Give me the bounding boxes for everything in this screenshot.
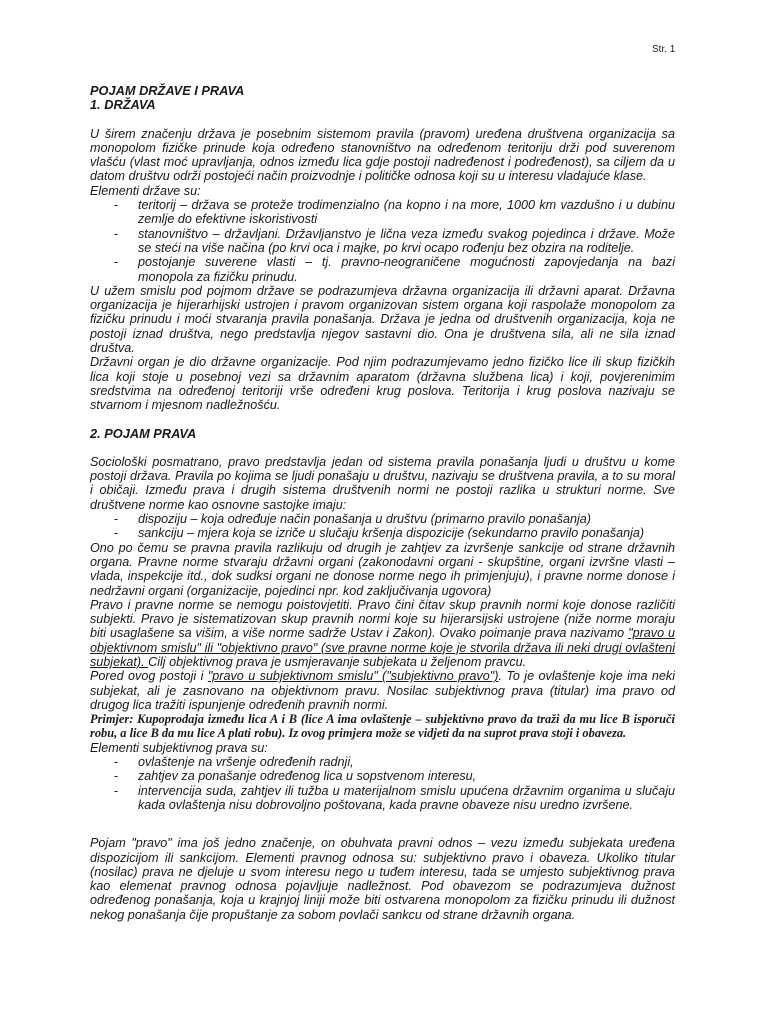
- list-item: - postojanje suverene vlasti – tj. pravno-neograničene mogućnosti zapovjedanja na bazi monopola za fizičku prinudu.: [114, 255, 675, 284]
- paragraph: [90, 669, 675, 712]
- section-heading-drzava: 1. DRŽAVA: [90, 97, 156, 113]
- list-item: - dispoziju – koja određuje način ponašanja u društvu (primarno pravilo ponašanja): [114, 512, 675, 526]
- page-number: Str. 1: [652, 44, 676, 55]
- subjective-right-elements-list: [90, 755, 675, 812]
- paragraph: Elementi države su:: [90, 183, 201, 198]
- list-item: - zahtjev za ponašanje određenog lica u sopstvenom interesu,: [114, 769, 675, 783]
- paragraph: Elementi subjektivnog prava su:: [90, 740, 268, 755]
- paragraph: Sociološki posmatrano, pravo predstavlja jedan od sistema pravila ponašanja ljudi u društvu u kome postoji država. Pravila po kojima se ljudi ponašaju u društvu, nazivaju se društvena pravila, a to su moral i običaji. Između prava i drugih sistema društvenih normi ne postoji razlika u strukturi norme. Sve društvene norme kao osnovne sastojke imaju:: [90, 454, 675, 512]
- document-title: POJAM DRŽAVE I PRAVA: [90, 83, 245, 98]
- text-run: Pored ovog postoji i: [90, 669, 208, 684]
- list-item: - ovlaštenje na vršenje određenih radnji,: [114, 755, 675, 769]
- list-item: - sankciju – mjera koja se izriče u slučaju kršenja dispozicije (sekundarno pravilo ponašanja): [114, 526, 675, 540]
- document-body: [90, 84, 675, 922]
- paragraph: Pojam "pravo" ima još jedno značenje, on obuhvata pravni odnos – vezu između subjekata uređena dispozicijom ili sankcijom. Elementi pravnog odnosa su: subjektivno pravo i obaveza. Ukoliko titular (nosilac) prava ne djeluje u svom interesu nego u tuđem interesu, tada se umjesto subjektivnog prava kao elemenat pravnog odnosa pojavljuje nadležnost. Pod obavezom se podrazumjeva dužnost određenog ponašanja, koja u krajnjoj liniji može biti ostvarena monopolom za fizičku prinudu ili dužnost nekog ponašanja čije propuštanje za sobom povlači sankcu od strane državnih organa.: [90, 836, 675, 922]
- paragraph: Ono po čemu se pravna pravila razlikuju od drugih je zahtjev za izvršenje sankcije od strane državnih organa. Pravne norme stvaraju državni organi (zakonodavni organi - skupštine, organi izvršne vlasti – vlada, inspekcije itd., dok sudksi organi ne donose norme nego ih primjenjuju), i pravne norme donose i nedržavni organi (organizacije, pojedinci npr. kod zaključivanja ugovora): [90, 540, 675, 598]
- section-heading-pojam-prava: 2. POJAM PRAVA: [90, 425, 197, 441]
- paragraph: U širem značenju država je posebnim sistemom pravila (pravom) uređena društvena organizacija sa monopolom fizičke prinude koja određeno stanovništvo na određenom teritoriju drži pod suverenom vlašću (vlast moć upravljanja, odnos između lica gdje postoji nadređenost i podređenost), sa ciljem da u datom društvu održi postojeći način proizvodnje i političke odnosa koji su u interesu vladajuće klase.: [90, 126, 675, 184]
- list-item: - intervencija suda, zahtjev ili tužba u materijalnom smislu upućena državnim organima u slučaju kada ovlaštenja nisu dobrovoljno poštovana, kada pravne obaveze nisu uredno izvršene.: [114, 784, 675, 813]
- paragraph: [90, 598, 675, 669]
- paragraph: U užem smislu pod pojmom države se podrazumjeva državna organizacija ili državni aparat. Državna organizacija je hijerarhijski ustrojen i pravom organizovan sistem organa koji raspolaže monopolom za fizičku prinudu i moći stvaranja pravila ponašanja. Država je jedna od društvenih organizacija, koja ne postoji iznad društva, nego predstavlja njegov sastavni dio. Ona je društvena sila, ali ne sila iznad društva.: [90, 283, 675, 356]
- elements-list: [90, 198, 675, 284]
- list-item: - teritorij – država se proteže trodimenzialno (na kopno i na more, 1000 km vazdušno i u dubinu zemlje do efektivne iskoristivosti: [114, 198, 675, 227]
- paragraph: Državni organ je dio državne organizacije. Pod njim podrazumjevamo jedno fizičko lice ili skup fizičkih lica koji stoje u posebnoj vezi sa državnim aparatom (državna službena lica) i koji, povjerenimim sredstvima na određenoj teritoriji vrše određeni krug poslova. Teritorija i krug poslova nazivaju se stvarnom i mjesnom nadležnošću.: [90, 355, 675, 413]
- underlined-term: "pravo u subjektivnom smislu" ("subjektivno pravo"): [207, 669, 499, 684]
- text-run: Pravo i pravne norme se nemogu poistovjetiti. Pravo čini čitav skup pravnih normi koje donose različiti subjekti. Pravo je sistematizovan skup pravnih normi koje su hijerarsijski ustrojene (niže norme moraju biti usaglašene sa višim, a više norme sadrže Ustav i Zakon). Ovako poimanje prava nazivamo: [90, 597, 675, 641]
- text-run: Cilj objektivnog prava je usmjeravanje subjekata u željenom pravcu.: [148, 654, 527, 669]
- list-item: - stanovništvo – državljani. Državljanstvo je lična veza između svakog pojedinca i države. Može se steći na više načina (po krvi oca i majke, po krvi ocapo rođenju bez obzira na roditelje.: [114, 227, 675, 256]
- norm-components-list: [90, 512, 675, 541]
- example-paragraph: Primjer: Kupoprodaja između lica A i B (lice A ima ovlaštenje – subjektivno pravo da traži da mu lice B isporuči robu, a lice B da mu lice A plati robu). Iz ovog primjera može se vidjeti da na suprot prava stoji i obaveza.: [90, 712, 675, 741]
- underlined-term: "pravo u objektivnom smislu" ili "objektivno pravo" (sve pravne norme koje je stvorila država ili neki drugi ovlašteni subjekat).: [90, 626, 675, 669]
- text-run: . To je ovlaštenje koje ima neki subjekat, ali je zasnovano na objektivnom pravu. Nosilac subjektivnog prava (titular) ima pravo od drugog lica tražiti ispunjenje određenih pravnih normi.: [90, 669, 675, 712]
